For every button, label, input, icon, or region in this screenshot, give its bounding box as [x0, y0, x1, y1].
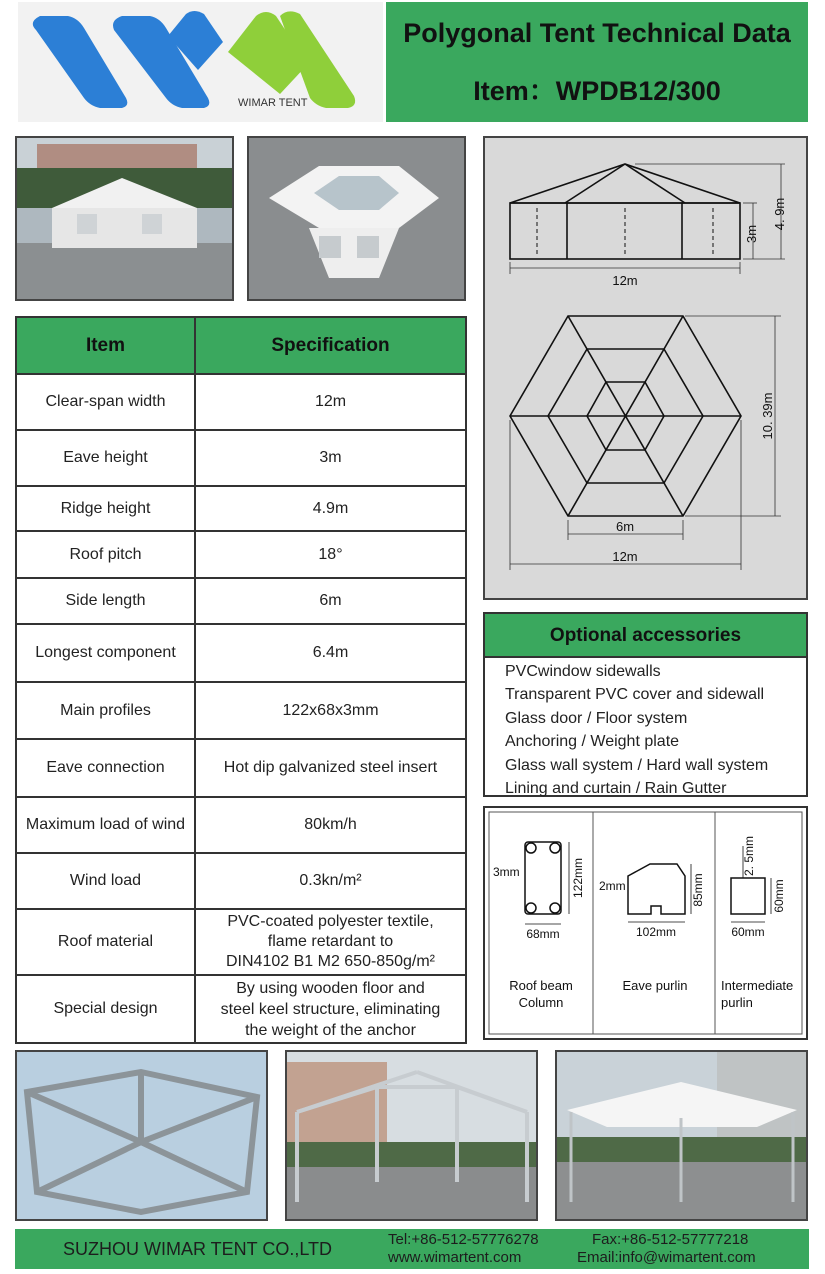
row-item: Eave connection: [16, 739, 195, 797]
table-row: [16, 853, 466, 909]
spec-line: steel keel structure, eliminating: [220, 1000, 441, 1018]
intermediate-thickness: 2. 5mm: [742, 835, 756, 877]
company-name: SUZHOU WIMAR TENT CO.,LTD: [63, 1239, 333, 1259]
table-row: [16, 909, 466, 975]
row-spec: 18°: [195, 531, 466, 578]
plan-width-label: 12m: [612, 549, 638, 564]
row-spec: 12m: [195, 374, 466, 430]
tent-photo-installation: [555, 1050, 808, 1221]
tent-photo-exterior: [15, 136, 234, 301]
list-item: Transparent PVC cover and sidewall: [505, 686, 765, 704]
item-code: Item：WPDB12/300: [473, 76, 721, 106]
roof-beam-height: 122mm: [571, 857, 585, 899]
profiles-panel: [483, 806, 808, 1040]
row-spec: 4.9m: [195, 486, 466, 531]
list-item: Anchoring / Weight plate: [505, 733, 680, 751]
accessories-list: [485, 658, 806, 800]
row-item: Longest component: [16, 624, 195, 682]
spec-line: By using wooden floor and: [236, 979, 425, 997]
tel-text: Tel:+86-512-57776278: [388, 1231, 539, 1248]
header-item: Item: [16, 317, 195, 374]
eave-purlin-width: 102mm: [635, 925, 677, 939]
spec-line: PVC-coated polyester textile,: [227, 913, 434, 930]
row-spec: 3m: [195, 430, 466, 486]
brand-name: WIMAR TENT: [238, 97, 308, 109]
eave-purlin-label: Eave purlin: [622, 978, 688, 993]
row-item: Roof material: [16, 909, 195, 975]
fax-text: Fax:+86-512-57777218: [592, 1231, 749, 1248]
tent-photo-frame: [285, 1050, 538, 1221]
intermediate-label: Intermediate: [721, 978, 794, 993]
row-item: Side length: [16, 578, 195, 624]
roof-beam-thickness: 3mm: [493, 865, 520, 879]
email-link[interactable]: Email:info@wimartent.com: [577, 1249, 756, 1266]
row-spec: [195, 909, 466, 975]
header-specification: Specification: [195, 317, 466, 374]
table-row: [16, 624, 466, 682]
contact-column-right: [577, 1231, 756, 1267]
row-item: Eave height: [16, 430, 195, 486]
row-spec: 6.4m: [195, 624, 466, 682]
row-spec: 122x68x3mm: [195, 682, 466, 739]
intermediate-height: 60mm: [772, 879, 786, 913]
eave-purlin-thickness: 2mm: [599, 879, 626, 893]
column-label: Column: [518, 995, 564, 1010]
tent-photo-aerial: [247, 136, 466, 301]
table-row: [16, 531, 466, 578]
table-header-row: [16, 317, 466, 374]
row-item: Wind load: [16, 853, 195, 909]
roof-beam-label: Roof beam: [509, 978, 573, 993]
row-spec: 0.3kn/m²: [195, 853, 466, 909]
accessories-panel: [483, 612, 808, 797]
row-spec: [195, 975, 466, 1043]
row-spec: Hot dip galvanized steel insert: [195, 739, 466, 797]
table-row: [16, 975, 466, 1043]
table-row: [16, 682, 466, 739]
eave-height-label: 3m: [744, 224, 759, 244]
side-length-label: 6m: [615, 519, 635, 534]
page-title: Polygonal Tent Technical Data: [403, 18, 791, 48]
side-width-label: 12m: [612, 273, 638, 288]
table-row: [16, 374, 466, 430]
row-item: Maximum load of wind: [16, 797, 195, 853]
table-row: [16, 797, 466, 853]
table-row: [16, 578, 466, 624]
accessories-title: Optional accessories: [485, 614, 806, 658]
spec-line: DIN4102 B1 M2 650-850g/m²: [226, 953, 435, 970]
list-item: Glass door / Floor system: [505, 709, 688, 727]
tent-photo-roof-frame: [15, 1050, 268, 1221]
website-link[interactable]: www.wimartent.com: [388, 1249, 522, 1266]
wimar-logo-icon: [18, 2, 383, 122]
list-item: PVCwindow sidewalls: [505, 663, 661, 680]
contact-column-left: [388, 1231, 539, 1267]
list-item: Lining and curtain / Rain Gutter: [505, 780, 727, 798]
intermediate-width: 60mm: [731, 925, 765, 939]
row-spec: 6m: [195, 578, 466, 624]
footer: [15, 1229, 809, 1269]
row-spec: 80km/h: [195, 797, 466, 853]
row-item: Roof pitch: [16, 531, 195, 578]
company-logo: [18, 2, 383, 122]
row-item: Ridge height: [16, 486, 195, 531]
list-item: Glass wall system / Hard wall system: [505, 756, 769, 774]
row-item: Special design: [16, 975, 195, 1043]
purlin-label: purlin: [721, 995, 753, 1010]
roof-beam-width: 68mm: [526, 927, 560, 941]
table-row: [16, 739, 466, 797]
spec-table: [15, 316, 467, 1044]
diameter-label: 10. 39m: [760, 392, 775, 440]
spec-line: flame retardant to: [267, 933, 394, 950]
eave-purlin-height: 85mm: [691, 873, 705, 907]
row-item: Main profiles: [16, 682, 195, 739]
title-banner: [386, 2, 808, 122]
table-row: [16, 430, 466, 486]
table-row: [16, 486, 466, 531]
ridge-height-label: 4. 9m: [772, 197, 787, 231]
row-item: Clear-span width: [16, 374, 195, 430]
tent-drawing: [483, 136, 808, 600]
spec-line: the weight of the anchor: [245, 1021, 416, 1039]
